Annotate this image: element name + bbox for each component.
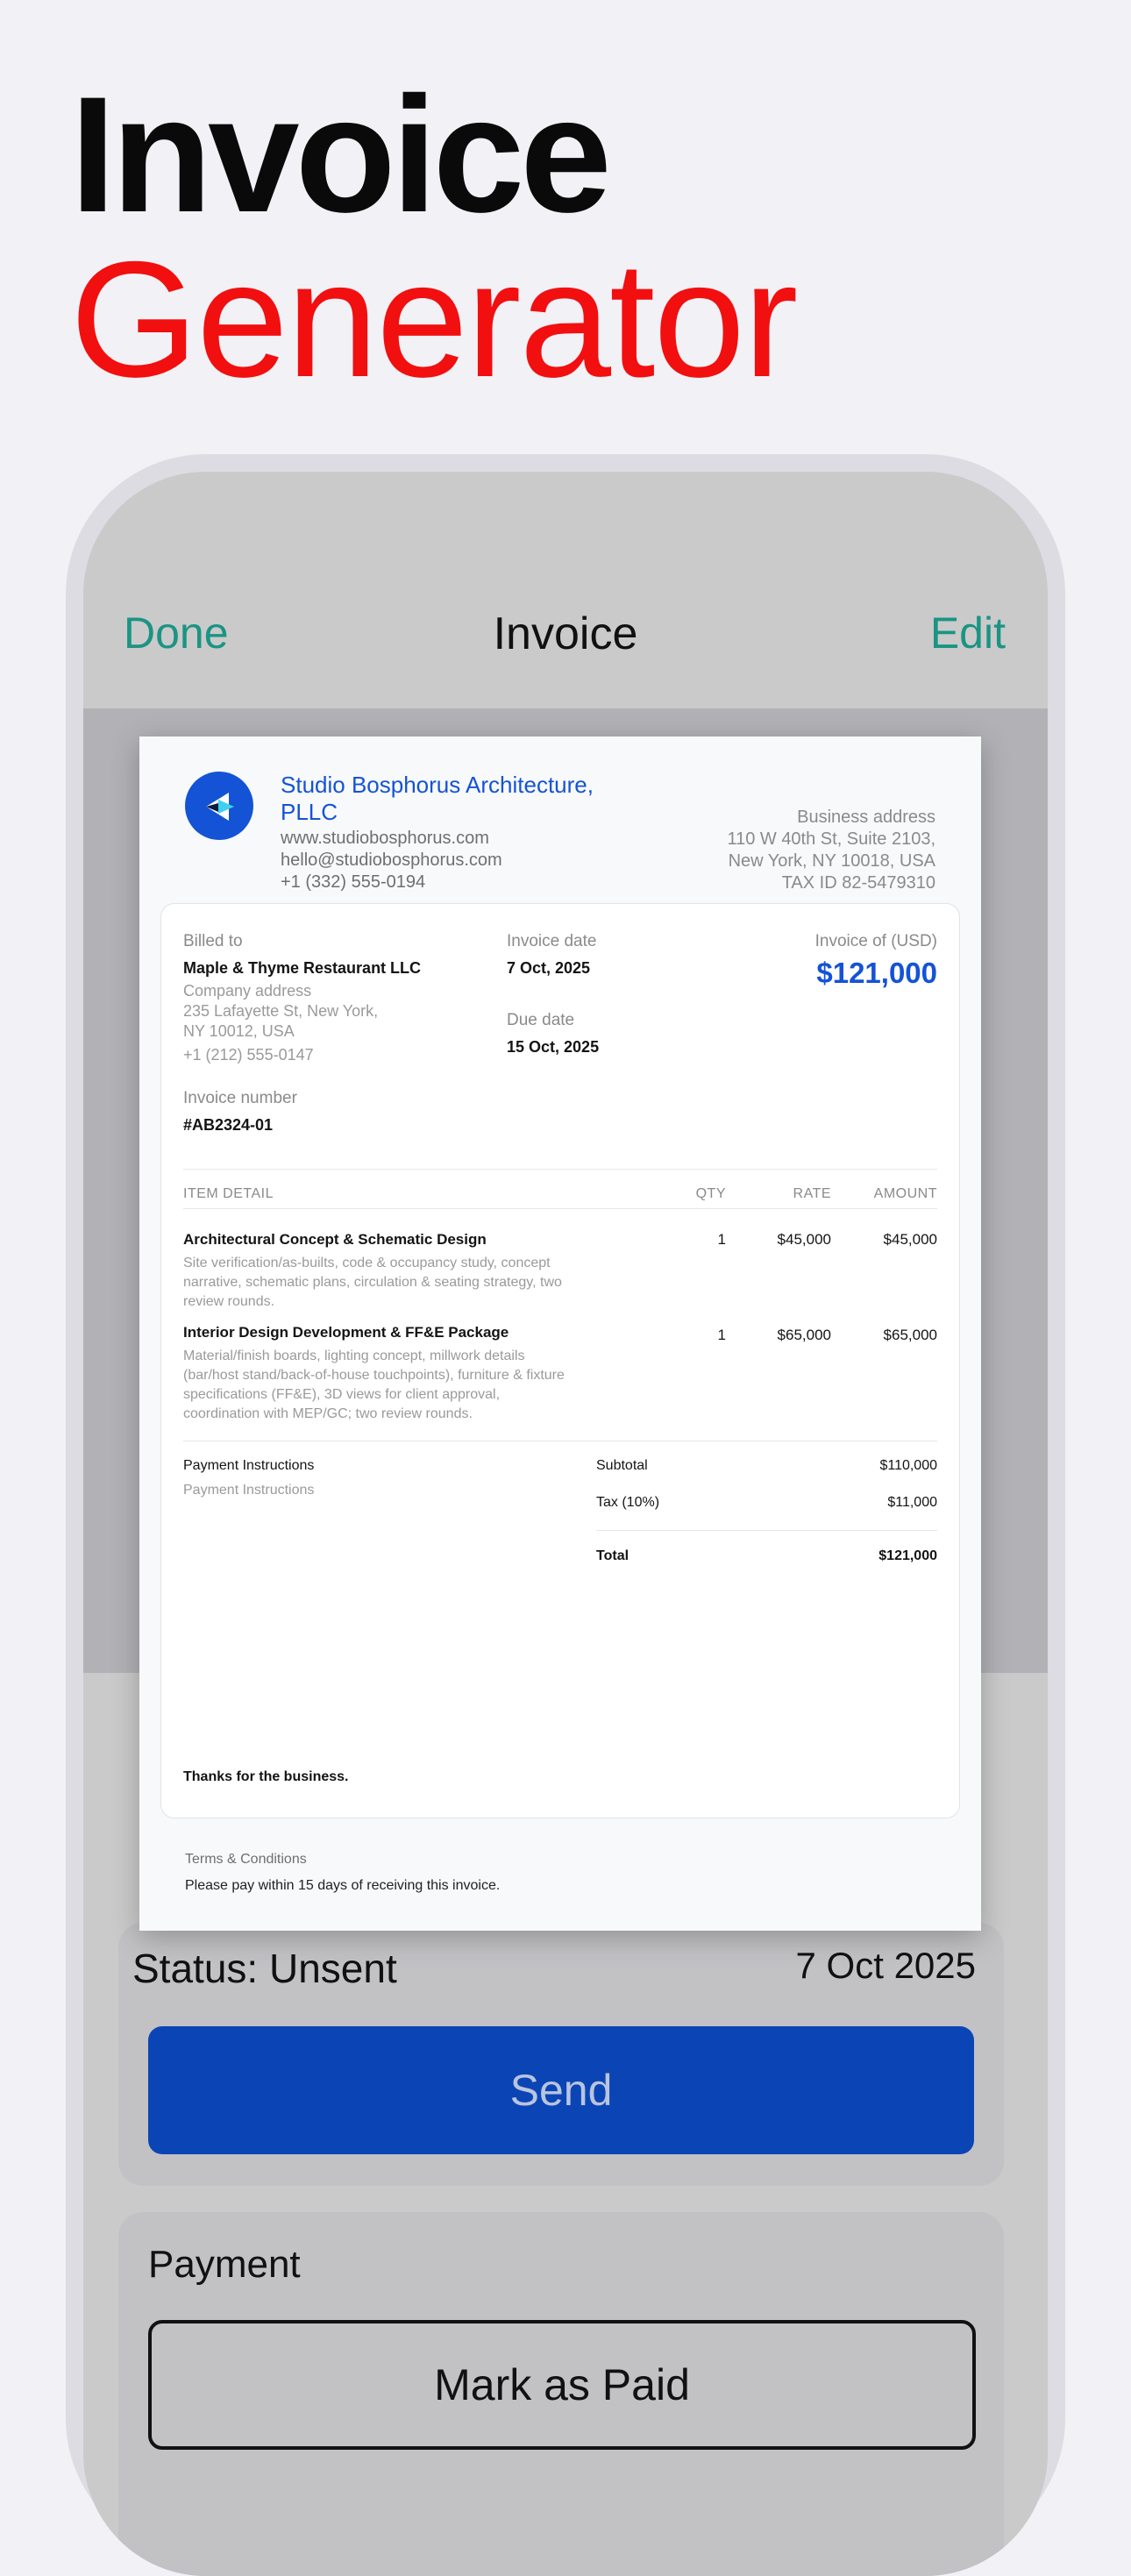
- nav-title: Invoice: [493, 608, 638, 659]
- invoice-card: [160, 903, 960, 1818]
- payment-instructions-value: Payment Instructions: [183, 1483, 315, 1498]
- billed-address: [183, 981, 378, 1065]
- tax-id: TAX ID 82-5479310: [781, 873, 935, 893]
- item-qty: 1: [717, 1231, 726, 1248]
- item-description: Site verification/as-builts, code & occupancy study, concept narrative, schematic plans, circulation & seating strategy, two review rounds.: [183, 1256, 562, 1309]
- total-value: $121,000: [878, 1548, 937, 1563]
- terms-label: Terms & Conditions: [185, 1852, 307, 1867]
- company-phone: +1 (332) 555-0194: [281, 872, 426, 892]
- item-rate: $65,000: [777, 1327, 831, 1343]
- thanks-note: Thanks for the business.: [183, 1769, 349, 1784]
- billed-to-name: Maple & Thyme Restaurant LLC: [183, 959, 422, 977]
- item-qty: 1: [717, 1327, 726, 1343]
- invoice-number-label: Invoice number: [183, 1089, 297, 1107]
- item-amount: $65,000: [883, 1327, 937, 1343]
- billed-to-label: Billed to: [183, 932, 243, 950]
- done-button[interactable]: Done: [124, 608, 229, 658]
- total-label: Total: [596, 1548, 630, 1563]
- status-label: Status: Unsent: [132, 1946, 397, 1991]
- column-item-detail: ITEM DETAIL: [183, 1186, 274, 1201]
- column-rate: RATE: [793, 1186, 831, 1201]
- invoice-date-label: Invoice date: [507, 932, 597, 950]
- invoice-document[interactable]: [139, 737, 981, 1931]
- business-address-line-1: 110 W 40th St, Suite 2103,: [727, 829, 935, 849]
- hero-line-2: Generator: [70, 227, 797, 411]
- hero-line-1: Invoice: [70, 62, 608, 246]
- table-row: [183, 1324, 573, 1424]
- item-title: Interior Design Development & FF&E Package: [183, 1324, 509, 1341]
- table-row: [183, 1231, 573, 1312]
- billed-phone: +1 (212) 555-0147: [183, 1046, 314, 1064]
- send-button[interactable]: Send: [148, 2026, 974, 2154]
- business-address-label: Business address: [797, 808, 935, 827]
- terms-text: Please pay within 15 days of receiving this invoice.: [185, 1878, 501, 1893]
- item-rate: $45,000: [777, 1231, 831, 1248]
- status-date: 7 Oct 2025: [795, 1945, 976, 1986]
- business-address-line-2: New York, NY 10018, USA: [728, 851, 935, 871]
- company-email: hello@studiobosphorus.com: [281, 850, 502, 870]
- business-address: [727, 807, 935, 894]
- divider: [183, 1169, 937, 1170]
- item-amount: $45,000: [883, 1231, 937, 1248]
- column-qty: QTY: [695, 1186, 726, 1201]
- due-date: 15 Oct, 2025: [507, 1038, 600, 1056]
- tax-label: Tax (10%): [596, 1495, 660, 1510]
- company-logo: [185, 772, 253, 840]
- edit-button[interactable]: Edit: [929, 608, 1006, 658]
- due-date-label: Due date: [507, 1011, 575, 1029]
- payment-label: Payment: [148, 2243, 301, 2286]
- hero-title: [70, 62, 797, 411]
- company-website: www.studiobosphorus.com: [281, 829, 489, 848]
- mark-as-paid-button[interactable]: Mark as Paid: [148, 2320, 976, 2450]
- subtotal-value: $110,000: [879, 1458, 937, 1473]
- column-amount: AMOUNT: [873, 1186, 937, 1201]
- invoice-of-label: Invoice of (USD): [814, 932, 937, 950]
- subtotal-label: Subtotal: [596, 1458, 648, 1473]
- divider: [596, 1530, 937, 1531]
- tax-value: $11,000: [887, 1495, 937, 1510]
- company-name: Studio Bosphorus Architecture, PLLC: [281, 772, 594, 825]
- item-description: Material/finish boards, lighting concept, millwork details (bar/host stand/back-of-house touchpoints), furniture & fixture specifications (FF&E), 3D views for client approval, coordination with MEP/GC; two review rounds.: [183, 1348, 565, 1421]
- billed-address-line-1: 235 Lafayette St, New York,: [183, 1002, 379, 1020]
- invoice-total-amount: $121,000: [816, 957, 937, 989]
- navigation-bar: [83, 472, 1048, 708]
- divider: [183, 1208, 937, 1209]
- invoice-number: #AB2324-01: [183, 1116, 274, 1134]
- billed-address-line-2: NY 10012, USA: [183, 1022, 295, 1040]
- invoice-date: 7 Oct, 2025: [507, 959, 591, 977]
- payment-instructions-label: Payment Instructions: [183, 1458, 315, 1473]
- company-contact: [281, 828, 502, 893]
- company-address-label: Company address: [183, 982, 312, 1000]
- item-title: Architectural Concept & Schematic Design: [183, 1231, 487, 1248]
